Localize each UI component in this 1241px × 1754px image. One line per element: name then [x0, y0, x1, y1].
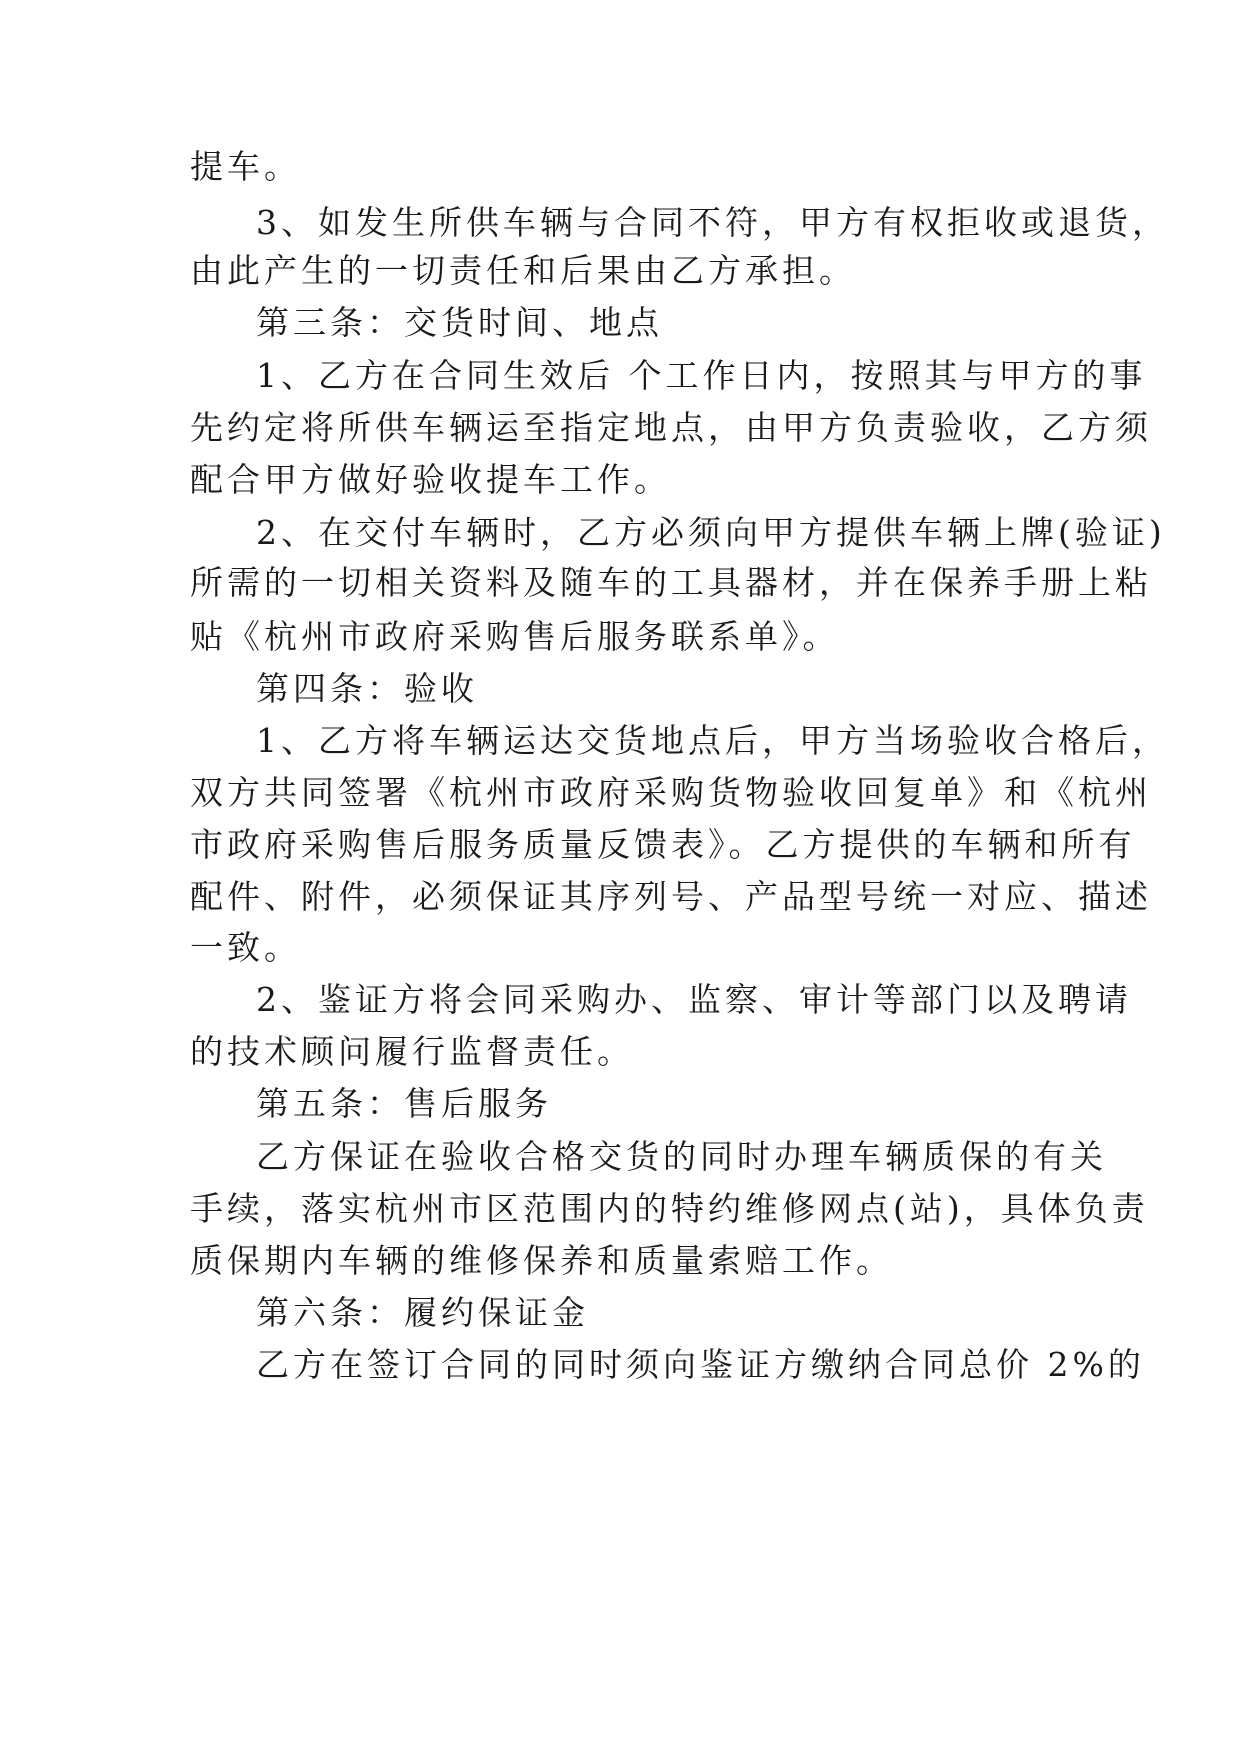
text-line: 市政府采购售后服务质量反馈表》。乙方提供的车辆和所有 [190, 825, 1136, 864]
text-line: 1、乙方将车辆运达交货地点后，甲方当场验收合格后， [256, 721, 1169, 760]
text-line: 提车。 [190, 147, 301, 186]
section-heading: 第五条：售后服务 [256, 1084, 552, 1123]
text-line: 先约定将所供车辆运至指定地点，由甲方负责验收，乙方须 [190, 408, 1152, 447]
text-line: 所需的一切相关资料及随车的工具器材，并在保养手册上粘 [190, 563, 1152, 602]
text-line: 的技术顾问履行监督责任。 [190, 1032, 634, 1071]
text-line: 一致。 [190, 928, 301, 967]
text-line: 双方共同签署《杭州市政府采购货物验收回复单》和《杭州 [190, 773, 1152, 812]
text-line: 1、乙方在合同生效后 个工作日内，按照其与甲方的事 [256, 356, 1147, 395]
section-heading: 第六条：履约保证金 [256, 1293, 589, 1332]
section-heading: 第四条：验收 [256, 669, 478, 708]
text-line: 2、在交付车辆时，乙方必须向甲方提供车辆上牌(验证) [256, 513, 1166, 552]
text-line: 乙方在签订合同的同时须向鉴证方缴纳合同总价 2%的 [256, 1345, 1145, 1384]
text-line: 由此产生的一切责任和后果由乙方承担。 [190, 251, 856, 290]
text-line: 手续，落实杭州市区范围内的特约维修网点(站)，具体负责 [190, 1189, 1149, 1228]
section-heading: 第三条：交货时间、地点 [256, 303, 663, 342]
text-line: 乙方保证在验收合格交货的同时办理车辆质保的有关 [256, 1137, 1107, 1176]
text-line: 配件、附件，必须保证其序列号、产品型号统一对应、描述 [190, 877, 1152, 916]
text-line: 2、鉴证方将会同采购办、监察、审计等部门以及聘请 [256, 980, 1132, 1019]
text-line: 质保期内车辆的维修保养和质量索赔工作。 [190, 1241, 893, 1280]
text-line: 贴《杭州市政府采购售后服务联系单》。 [190, 617, 840, 656]
text-line: 配合甲方做好验收提车工作。 [190, 460, 671, 499]
text-line: 3、如发生所供车辆与合同不符，甲方有权拒收或退货， [256, 203, 1169, 242]
